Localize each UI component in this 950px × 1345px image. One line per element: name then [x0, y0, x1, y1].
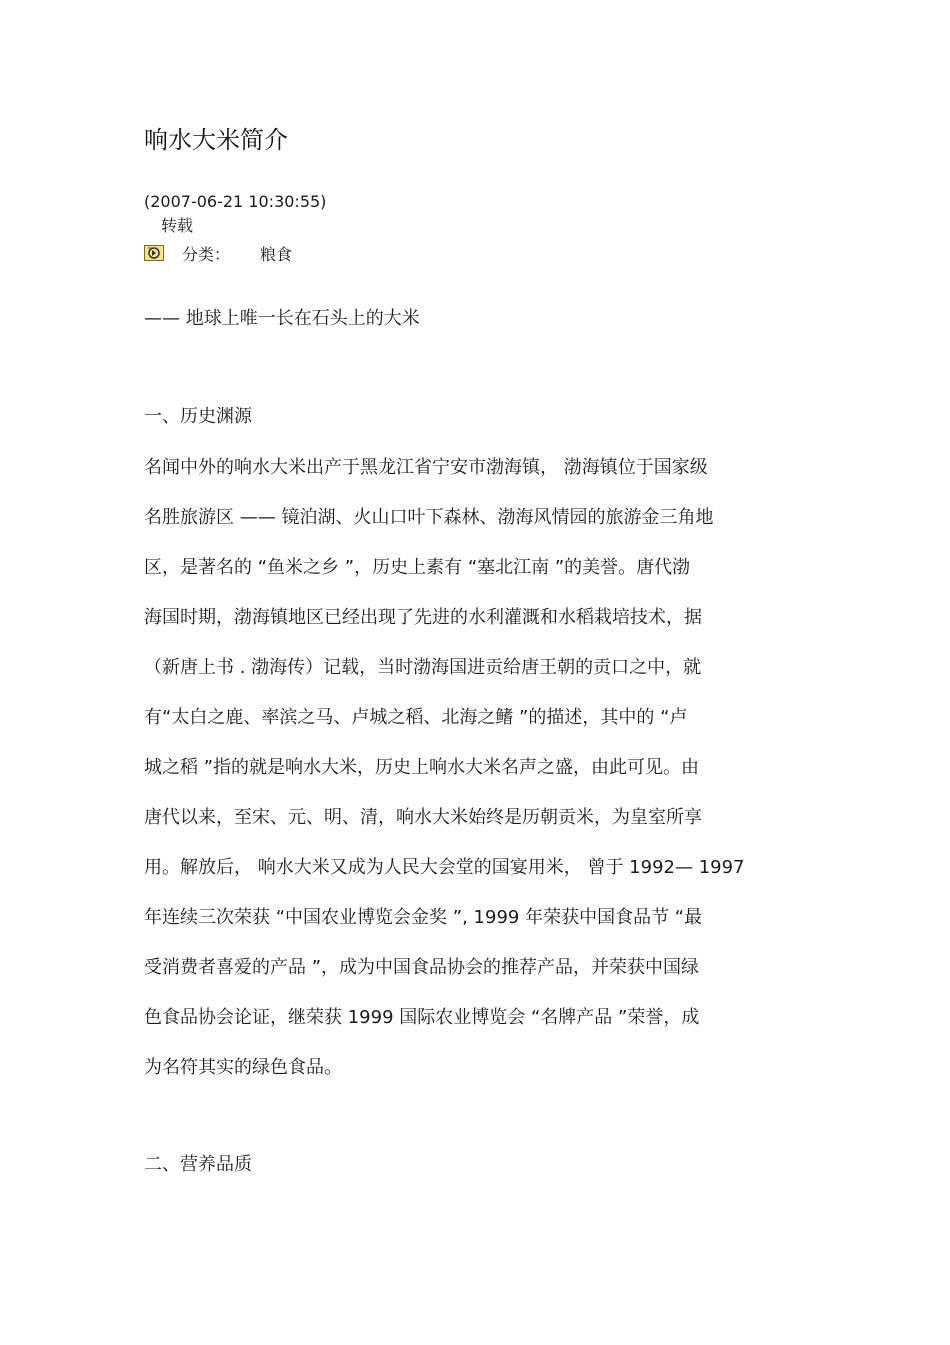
body-line: 城之稻 ”指的就是响水大米，历史上响水大米名声之盛，由此可见。由: [144, 757, 700, 778]
post-timestamp: (2007-06-21 10:30:55): [144, 192, 327, 211]
article-title: 响水大米简介: [144, 126, 288, 154]
category-label: 分类：: [182, 244, 231, 264]
body-line: 为名符其实的绿色食品。: [144, 1057, 342, 1078]
category-value-link[interactable]: 粮食: [260, 244, 293, 264]
category-tag-icon[interactable]: [144, 245, 164, 261]
category-row: [144, 242, 292, 264]
section-body-history: [144, 455, 824, 1105]
body-line: 区，是著名的 “鱼米之乡 ”，历史上素有 “塞北江南 ”的美誉。唐代渤: [144, 557, 691, 578]
section-heading-nutrition: 二、营养品质: [144, 1154, 252, 1175]
body-line: 年连续三次荣获 “中国农业博览会金奖 ”, 1999 年荣获中国食品节 “最: [144, 907, 703, 928]
body-line: 唐代以来，至宋、元、明、清，响水大米始终是历朝贡米，为皇室所享: [144, 807, 702, 828]
section-heading-history: 一、历史渊源: [144, 406, 252, 427]
body-line: 有“太白之鹿、率滨之马、卢城之稻、北海之鳍 ”的描述，其中的 “卢: [144, 707, 688, 728]
article-subtitle: —— 地球上唯一长在石头上的大米: [144, 308, 420, 329]
body-line: 色食品协会论证，继荣获 1999 国际农业博览会 “名牌产品 ”荣誉，成: [144, 1007, 700, 1028]
repost-link[interactable]: 转载: [161, 216, 194, 235]
body-line: （新唐上书 . 渤海传）记载，当时渤海国进贡给唐王朝的贡口之中，就: [144, 657, 702, 678]
body-line: 受消费者喜爱的产品 ”，成为中国食品协会的推荐产品，并荣获中国绿: [144, 957, 700, 978]
body-line: 海国时期，渤海镇地区已经出现了先进的水利灌溉和水稻栽培技术，据: [144, 607, 702, 628]
body-line: 名胜旅游区 —— 镜泊湖、火山口叶下森林、渤海风情园的旅游金三角地: [144, 507, 714, 528]
body-line: 名闻中外的响水大米出产于黑龙江省宁安市渤海镇， 渤海镇位于国家级: [144, 457, 708, 478]
body-line: 用。解放后， 响水大米又成为人民大会堂的国宴用米， 曾于 1992— 1997: [144, 857, 745, 878]
